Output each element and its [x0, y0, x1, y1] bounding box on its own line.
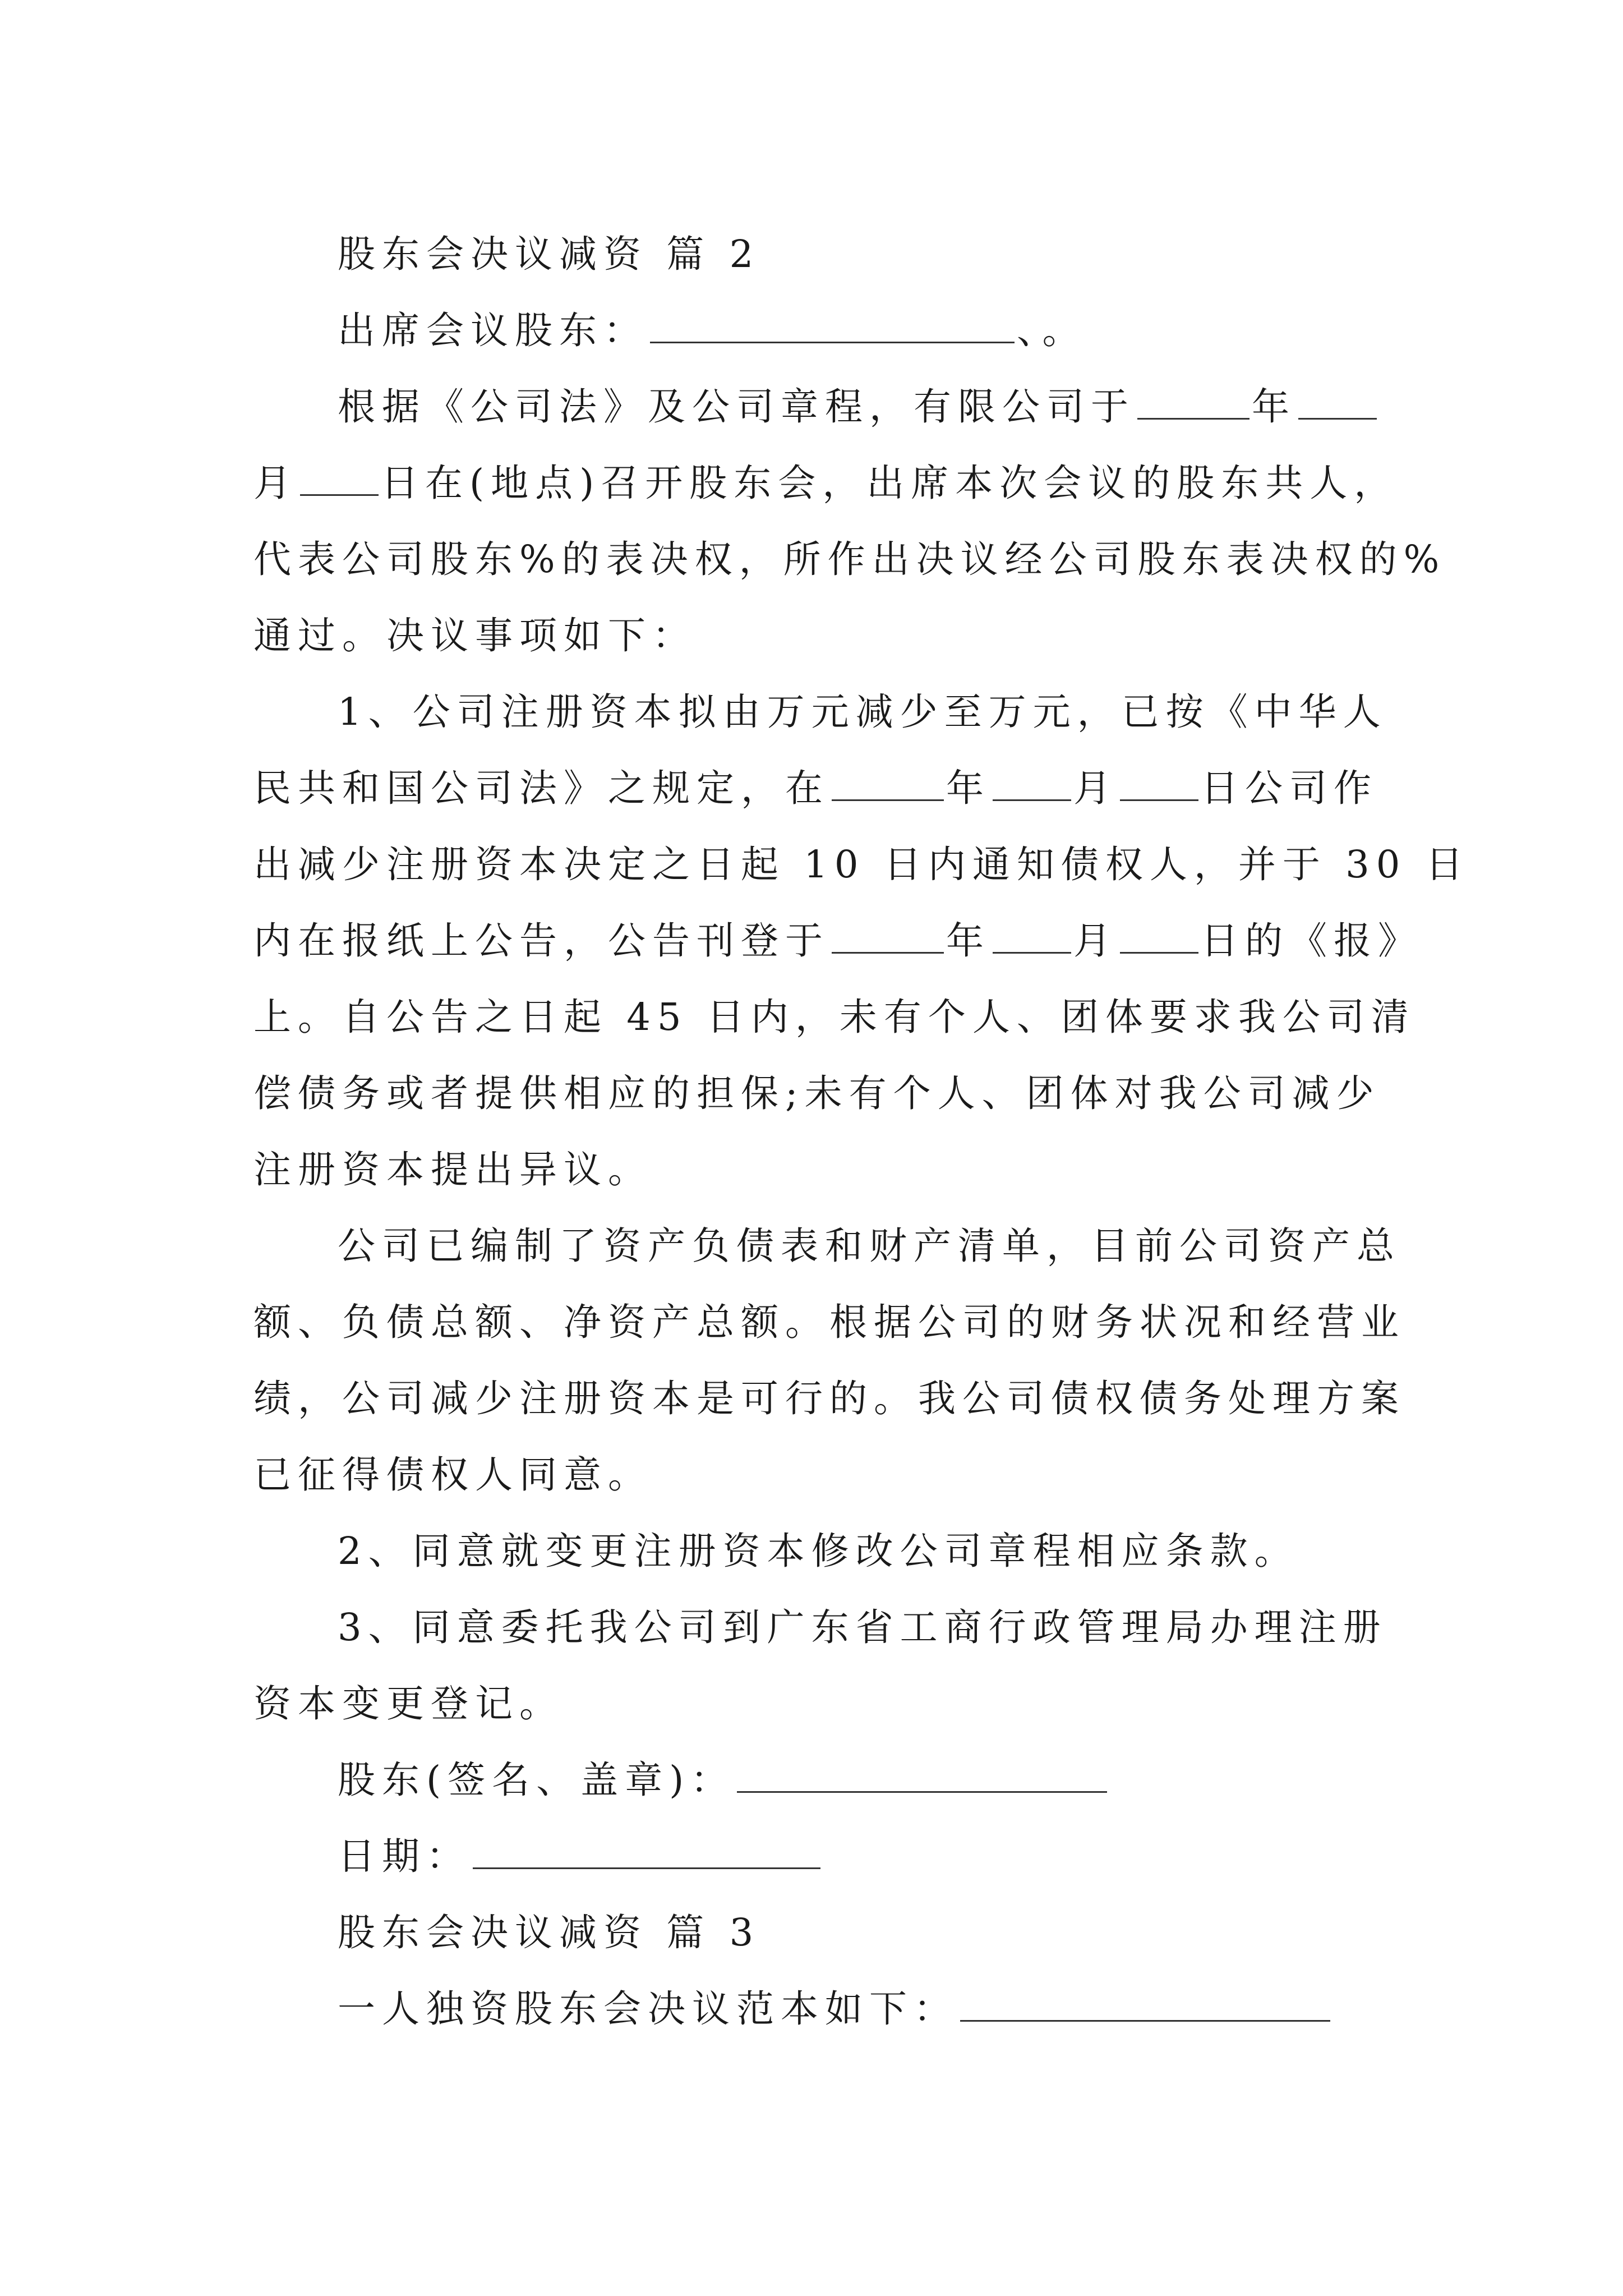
- text: 日的《报》: [1201, 919, 1422, 963]
- year-blank: [832, 918, 944, 954]
- text: 根据《公司法》及公司章程，有限公司于: [338, 385, 1135, 429]
- item-1-line-4: [253, 903, 1422, 979]
- date-line: [253, 1818, 1381, 1894]
- section-title-2-text: 股东会决议减资 篇 2: [338, 232, 760, 276]
- month-blank: [993, 918, 1071, 954]
- paragraph-2-line-2: [253, 1284, 1405, 1360]
- text: 资本变更登记。: [253, 1682, 564, 1726]
- item-1-line-6: [253, 1055, 1381, 1131]
- text: 偿债务或者提供相应的担保;未有个人、团体对我公司减少: [253, 1071, 1381, 1115]
- attendees-suffix: 、。: [1017, 309, 1087, 352]
- text: 公司已编制了资产负债表和财产清单，目前公司资产总: [338, 1224, 1401, 1268]
- text: 绩，公司减少注册资本是可行的。我公司债权债务处理方案: [253, 1377, 1405, 1420]
- paragraph-2-line-1: [253, 1208, 1401, 1284]
- text: 年: [946, 766, 990, 810]
- day-blank: [1120, 766, 1198, 801]
- item-1-line-5: [253, 979, 1415, 1055]
- paragraph-1-line-2: [253, 445, 1399, 521]
- paragraph-2-line-3: [253, 1360, 1405, 1437]
- item-1-line-1: [253, 674, 1387, 750]
- text: 月: [253, 461, 298, 505]
- sample-label: 一人独资股东会决议范本如下：: [338, 1987, 958, 2031]
- sample-blank: [960, 1986, 1330, 2022]
- attendees-label: 出席会议股东：: [338, 309, 648, 352]
- item-2: [253, 1513, 1381, 1589]
- text: 额、负债总额、净资产总额。根据公司的财务状况和经营业: [253, 1300, 1405, 1344]
- text: 上。自公告之日起 45 日内，未有个人、团体要求我公司清: [253, 995, 1415, 1039]
- text: 2、同意就变更注册资本修改公司章程相应条款。: [338, 1529, 1299, 1573]
- text: 日在(地点)召开股东会，出席本次会议的股东共人，: [381, 461, 1399, 505]
- text: 民共和国公司法》之规定，在: [253, 766, 829, 810]
- text: 代表公司股东%的表决权，所作出决议经公司股东表决权的%: [253, 537, 1446, 581]
- sample-line: [253, 1971, 1381, 2047]
- text: 月: [1073, 766, 1118, 810]
- text: 出减少注册资本决定之日起 10 日内通知债权人，并于 30 日: [253, 843, 1470, 886]
- text: 内在报纸上公告，公告刊登于: [253, 919, 829, 963]
- signature-blank: [737, 1757, 1107, 1793]
- document-body: [253, 216, 1470, 2047]
- day-blank: [300, 461, 379, 496]
- month-blank: [993, 766, 1071, 801]
- paragraph-2-line-4: [253, 1437, 1381, 1513]
- attendees-line: [253, 292, 1381, 369]
- section-title-3-text: 股东会决议减资 篇 3: [338, 1911, 760, 1954]
- text: 日公司作: [1201, 766, 1378, 810]
- item-3-line-2: [253, 1665, 1381, 1742]
- item-1-line-3: [253, 826, 1470, 903]
- paragraph-1-line-1: [253, 369, 1381, 445]
- text: 3、同意委托我公司到广东省工商行政管理局办理注册: [338, 1605, 1387, 1649]
- day-blank: [1120, 918, 1198, 954]
- text: 年: [946, 919, 990, 963]
- date-label: 日期：: [338, 1834, 471, 1878]
- text: 1、公司注册资本拟由万元减少至万元，已按《中华人: [338, 690, 1387, 734]
- section-title-2: [253, 216, 1381, 292]
- year-blank: [832, 766, 944, 801]
- section-title-3: [253, 1894, 1381, 1971]
- text: 注册资本提出异议。: [253, 1148, 652, 1191]
- text: 通过。决议事项如下：: [253, 614, 697, 657]
- year-blank: [1137, 384, 1249, 420]
- signature-label: 股东(签名、盖章)：: [338, 1758, 735, 1802]
- item-1-line-7: [253, 1131, 1381, 1208]
- paragraph-1-line-4: [253, 597, 1381, 674]
- text: 年: [1252, 385, 1296, 429]
- item-1-line-2: [253, 750, 1381, 826]
- attendees-blank: [650, 308, 1015, 343]
- date-blank: [473, 1834, 820, 1869]
- signature-line: [253, 1742, 1381, 1818]
- text: 月: [1073, 919, 1118, 963]
- paragraph-1-line-3: [253, 521, 1446, 597]
- month-blank: [1298, 384, 1377, 420]
- text: 已征得债权人同意。: [253, 1453, 652, 1497]
- item-3-line-1: [253, 1589, 1387, 1665]
